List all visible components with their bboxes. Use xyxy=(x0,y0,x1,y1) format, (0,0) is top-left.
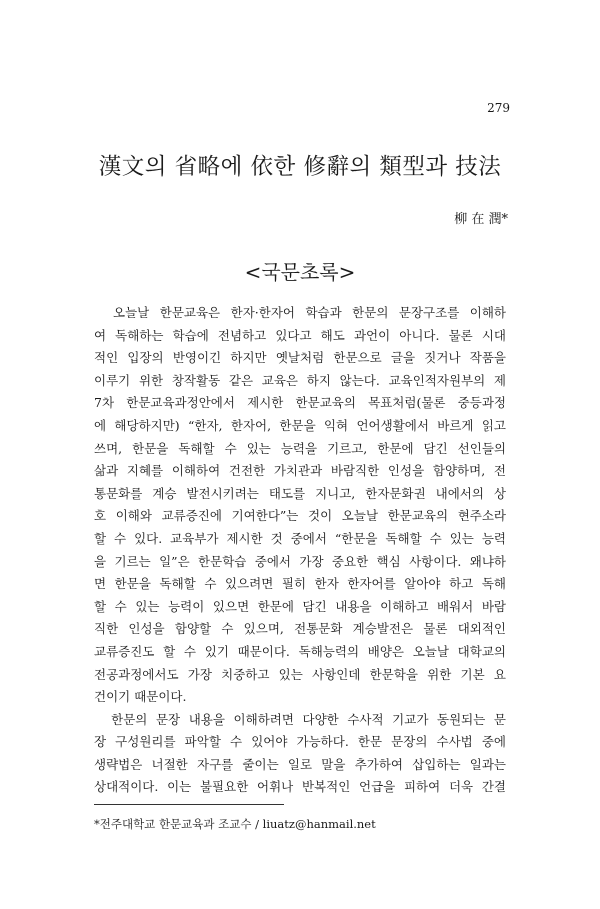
body-line: 한문의 문장 내용을 이해하려면 다양한 수사적 기교가 동원되는 문 xyxy=(94,711,506,727)
page-number: 279 xyxy=(487,101,510,115)
body-line: 할 수 있는 능력이 있으면 한문에 담긴 내용을 이해하고 배워서 바람 xyxy=(94,598,506,614)
body-line: 통문화를 계승 발전시키려는 태도를 지니고, 한자문화권 내에서의 상 xyxy=(94,485,506,501)
body-line: 7차 한문교육과정안에서 제시한 한문교육의 목표처럼(물론 중등과정 xyxy=(94,395,506,411)
body-line: 교류증진도 할 수 있기 때문이다. 독해능력의 배양은 오늘날 대학교의 xyxy=(94,643,506,659)
body-line: 이루기 위한 창작활동 같은 교육은 하지 않는다. 교육인적자원부의 제 xyxy=(94,372,506,388)
body-line: 할 수 있다. 교육부가 제시한 것 중에서 “한문을 독해할 수 있는 능력 xyxy=(94,530,506,546)
abstract-heading: <국문초록> xyxy=(244,260,356,284)
body-line: 면 한문을 독해할 수 있으려면 필히 한자 한자어를 알아야 하고 독해 xyxy=(94,576,506,592)
body-line: 장 구성원리를 파악할 수 있어야 가능하다. 한문 문장의 수사법 중에 xyxy=(94,734,506,750)
footnote-divider xyxy=(94,804,284,805)
paper-title: 漢文의 省略에 依한 修辭의 類型과 技法 xyxy=(98,154,502,180)
body-line: 전공과정에서도 가장 치중하고 있는 사항인데 한문학을 위한 기본 요 xyxy=(94,666,506,682)
body-line: 에 해당하지만) “한자, 한자어, 한문을 익혀 언어생활에서 바르게 읽고 xyxy=(94,417,506,433)
body-line: 직한 인성을 함양할 수 있으며, 전통문화 계승발전은 물론 대외적인 xyxy=(94,621,506,637)
author-name: 柳 在 潤* xyxy=(454,212,508,227)
body-line: 쓰며, 한문을 독해할 수 있는 능력을 기르고, 한문에 담긴 선인들의 xyxy=(94,440,506,456)
abstract-body xyxy=(94,302,506,799)
body-line: 적인 입장의 반영이긴 하지만 옛날처럼 한문으로 글을 짓거나 작품을 xyxy=(94,350,506,366)
body-line: 호 이해와 교류증진에 기여한다”는 것이 오늘날 한문교육의 현주소라 xyxy=(94,508,506,524)
body-line: 삶과 지혜를 이해하여 건전한 가치관과 바람직한 인성을 함양하며, 전 xyxy=(94,463,506,479)
body-line: 상대적이다. 이는 불필요한 어휘나 반복적인 언급을 피하여 더욱 간결 xyxy=(94,779,506,795)
body-line: 생략법은 너절한 자구를 줄이는 일로 말을 추가하여 삽입하는 일과는 xyxy=(94,756,506,772)
body-line: 여 독해하는 학습에 전념하고 있다고 해도 과언이 아니다. 물론 시대 xyxy=(94,327,506,343)
footnote: *전주대학교 한문교육과 조교수 / liuatz@hanmail.net xyxy=(94,817,376,831)
body-line: 을 기르는 일”은 한문학습 중에서 가장 중요한 핵심 사항이다. 왜냐하 xyxy=(94,553,506,569)
body-line: 건이기 때문이다. xyxy=(94,689,187,705)
body-line: 오늘날 한문교육은 한자·한자어 학습과 한문의 문장구조를 이해하 xyxy=(94,305,506,320)
